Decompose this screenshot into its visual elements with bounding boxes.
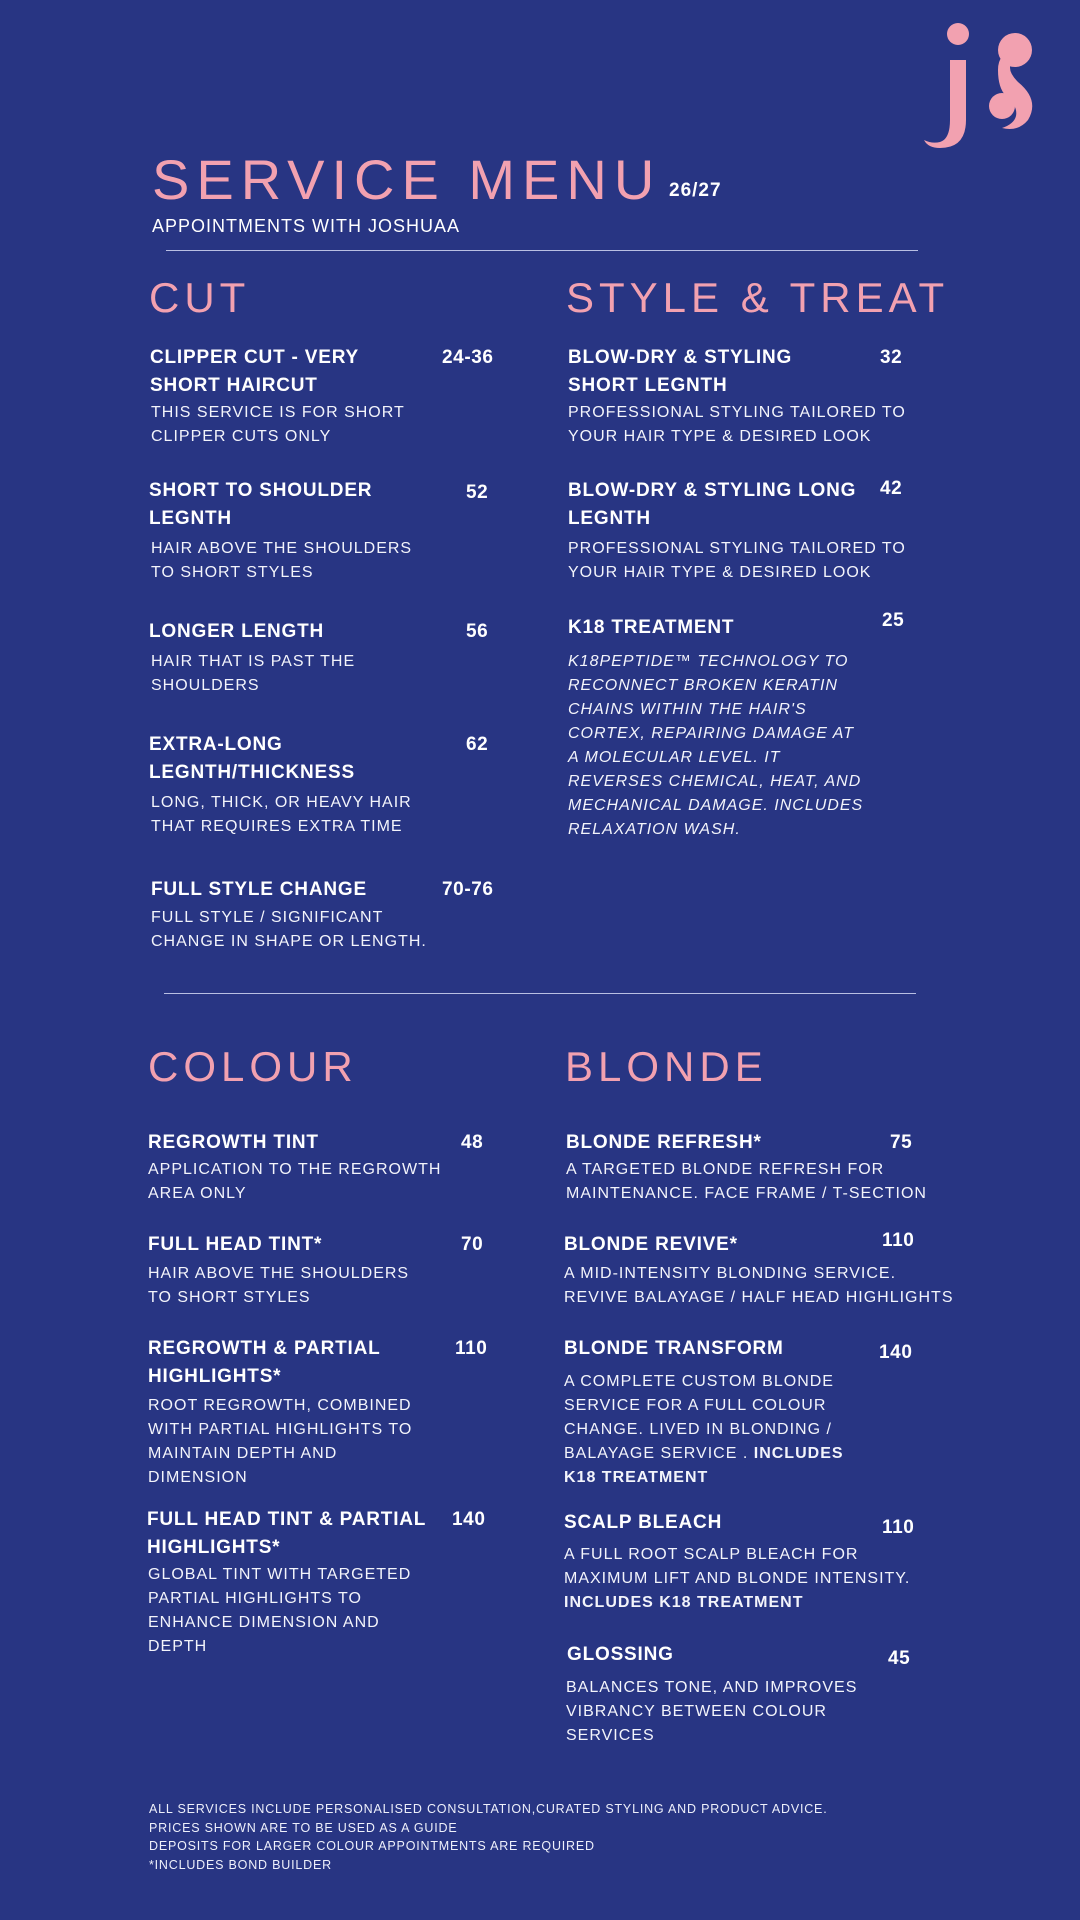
section-heading-colour: COLOUR [148,1043,358,1090]
service-price: 32 [880,347,903,368]
service-name: BLONDE REFRESH* [566,1132,762,1153]
service-description: ROOT REGROWTH, COMBINED WITH PARTIAL HIGHLIGHTS TO MAINTAIN DEPTH AND DIMENSION [148,1397,413,1486]
service-description: BALANCES TONE, AND IMPROVES VIBRANCY BETWEEN COLOUR SERVICES [566,1679,858,1744]
service-name: FULL STYLE CHANGE [151,879,367,900]
service-description: APPLICATION TO THE REGROWTH AREA ONLY [148,1161,442,1202]
service-description: THIS SERVICE IS FOR SHORT CLIPPER CUTS ONLY [151,404,405,445]
service-name: SHORT TO SHOULDER LEGNTH [149,480,373,529]
service-price: 140 [452,1509,486,1530]
section-heading-style-treat: STYLE & TREAT [566,274,950,321]
section-heading-cut: CUT [149,274,251,321]
section-heading-blonde: BLONDE [565,1043,768,1090]
service-price: 42 [880,478,903,499]
service-name: REGROWTH TINT [148,1132,319,1153]
service-description: K18PEPTIDE™ TECHNOLOGY TO RECONNECT BROKEN KERATIN CHAINS WITHIN THE HAIR'S CORTEX, REPAIRING DAMAGE AT A MOLECULAR LEVEL. IT REVERSES CHEMICAL, HEAT, AND MECHANICAL DAMAGE. INCLUDES RELAXATION WASH. [568,653,864,838]
service-price: 52 [466,482,489,503]
service-price: 110 [882,1230,915,1251]
service-price: 25 [882,610,905,631]
service-description-text: A FULL ROOT SCALP BLEACH FOR MAXIMUM LIFT AND BLONDE INTENSITY. [564,1546,911,1587]
service-price: 110 [882,1517,915,1538]
service-price: 75 [890,1132,913,1153]
service-price: 140 [879,1342,913,1363]
service-price: 48 [461,1132,484,1153]
service-name: SCALP BLEACH [564,1512,723,1533]
service-name: CLIPPER CUT - VERY SHORT HAIRCUT [150,347,359,396]
service-description: GLOBAL TINT WITH TARGETED PARTIAL HIGHLIGHTS TO ENHANCE DIMENSION AND DEPTH [148,1566,412,1655]
season-label: 26/27 [669,180,722,201]
service-description: PROFESSIONAL STYLING TAILORED TO YOUR HAIR TYPE & DESIRED LOOK [568,404,906,445]
service-description: FULL STYLE / SIGNIFICANT CHANGE IN SHAPE OR LENGTH. [151,909,427,950]
logo-s-bottom [989,93,1015,119]
service-price: 70-76 [442,879,494,900]
service-name: REGROWTH & PARTIAL HIGHLIGHTS* [148,1338,381,1387]
divider-middle [164,993,916,994]
service-name: BLONDE TRANSFORM [564,1338,784,1359]
service-price: 70 [461,1234,484,1255]
page-subtitle: APPOINTMENTS WITH JOSHUAA [152,216,461,236]
service-price: 56 [466,621,489,642]
service-description: HAIR ABOVE THE SHOULDERS TO SHORT STYLES [151,540,413,581]
footer-line: PRICES SHOWN ARE TO BE USED AS A GUIDE [149,1820,458,1835]
service-description-text: A COMPLETE CUSTOM BLONDE SERVICE FOR A FULL COLOUR CHANGE. LIVED IN BLONDING / BALAYAGE SERVICE . [564,1373,834,1462]
service-description [564,1370,859,1490]
service-description-emphasis: INCLUDES K18 TREATMENT [564,1594,804,1611]
service-name: BLOW-DRY & STYLING LONG LEGNTH [568,480,857,529]
logo-letter-j [924,60,966,148]
divider-top [166,250,918,251]
service-description: A TARGETED BLONDE REFRESH FOR MAINTENANCE. FACE FRAME / T-SECTION [566,1161,927,1202]
footer-line: DEPOSITS FOR LARGER COLOUR APPOINTMENTS ARE REQUIRED [149,1839,595,1853]
service-name: FULL HEAD TINT* [148,1234,323,1255]
service-price: 24-36 [442,347,494,368]
service-description: A MID-INTENSITY BLONDING SERVICE. REVIVE BALAYAGE / HALF HEAD HIGHLIGHTS [564,1265,954,1306]
service-name: BLOW-DRY & STYLING SHORT LEGNTH [568,347,793,396]
service-name: BLONDE REVIVE* [564,1234,738,1255]
footer-line: ALL SERVICES INCLUDE PERSONALISED CONSULTATION,CURATED STYLING AND PRODUCT ADVICE. [149,1802,828,1816]
service-name: EXTRA-LONG LEGNTH/THICKNESS [149,734,355,783]
service-description: HAIR THAT IS PAST THE SHOULDERS [151,653,356,694]
service-price: 110 [455,1338,488,1359]
service-description-emphasis: INCLUDES K18 TREATMENT [564,1445,844,1486]
footer-line: *INCLUDES BOND BUILDER [149,1857,332,1872]
service-description [564,1543,934,1615]
brand-logo [918,20,1043,152]
service-name: FULL HEAD TINT & PARTIAL HIGHLIGHTS* [147,1509,426,1558]
footer-notes [149,1800,827,1874]
service-name: LONGER LENGTH [149,621,325,642]
service-description: PROFESSIONAL STYLING TAILORED TO YOUR HAIR TYPE & DESIRED LOOK [568,540,906,581]
page-title: SERVICE MENU [152,148,662,211]
service-description: HAIR ABOVE THE SHOULDERS TO SHORT STYLES [148,1265,410,1306]
service-name: GLOSSING [567,1644,674,1665]
service-description: LONG, THICK, OR HEAVY HAIR THAT REQUIRES EXTRA TIME [151,794,412,835]
service-price: 62 [466,734,489,755]
logo-dot-j [947,23,969,45]
service-name: K18 TREATMENT [568,617,735,638]
service-price: 45 [888,1648,911,1669]
